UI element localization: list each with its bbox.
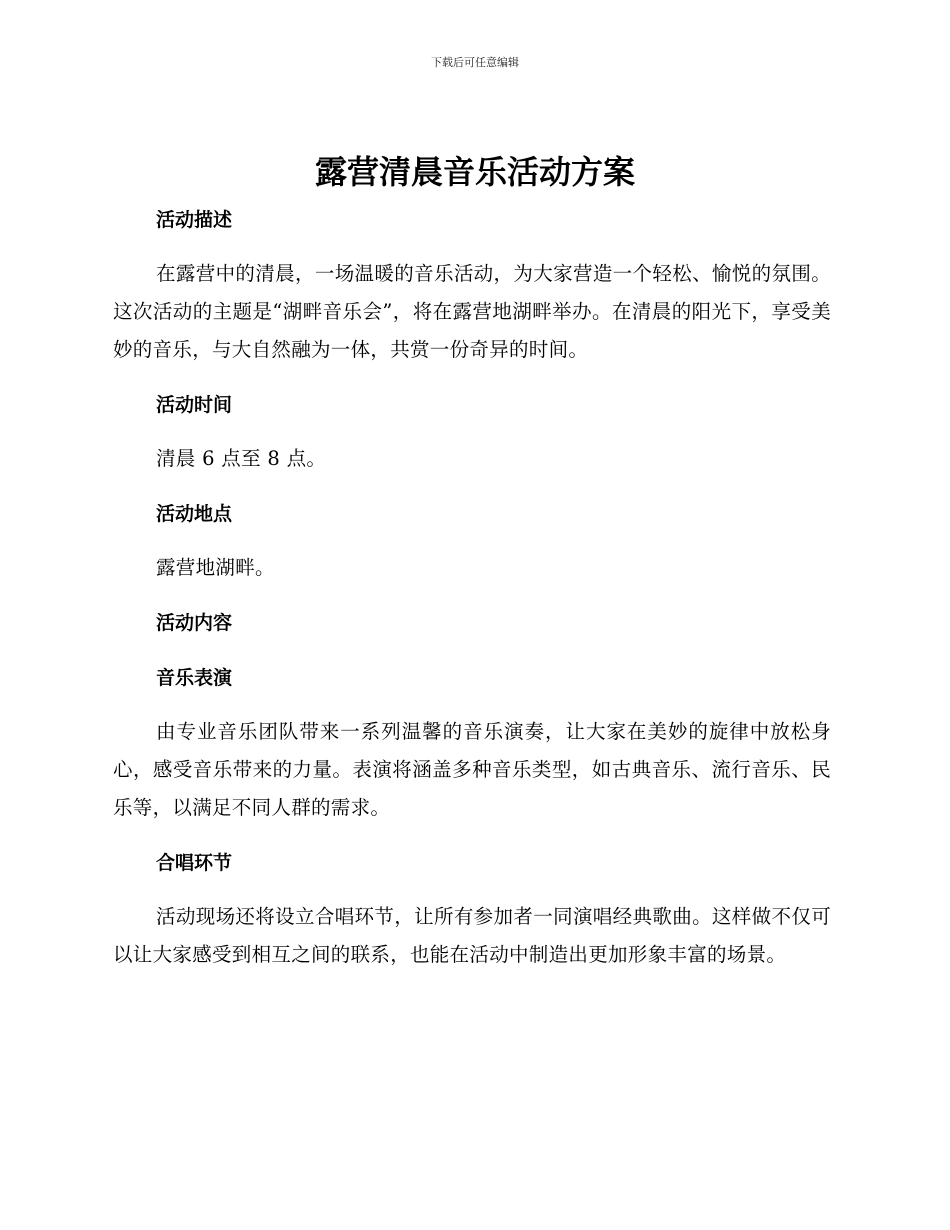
header-note: 下载后可任意编辑 <box>431 56 519 69</box>
paragraph-description: 在露营中的清晨，一场温暖的音乐活动，为大家营造一个轻松、愉悦的氛围。这次活动的主题是“湖畔音乐会”，将在露营地湖畔举办。在清晨的阳光下，享受美妙的音乐，与大自然融为一体，共赏一份奇异的时间。 <box>113 262 831 361</box>
heading-location: 活动地点 <box>156 503 233 525</box>
heading-content: 活动内容 <box>156 612 233 634</box>
heading-description: 活动描述 <box>156 209 233 231</box>
document-body <box>113 201 831 974</box>
paragraph-performance: 由专业音乐团队带来一系列温馨的音乐演奏，让大家在美妙的旋律中放松身心，感受音乐带来的力量。表演将涵盖多种音乐类型，如古典音乐、流行音乐、民乐等，以满足不同人群的需求。 <box>113 720 831 819</box>
heading-chorus: 合唱环节 <box>156 852 233 874</box>
paragraph-time: 清晨 6 点至 8 点。 <box>156 447 327 470</box>
document-title: 露营清晨音乐活动方案 <box>314 153 635 191</box>
paragraph-chorus: 活动现场还将设立合唱环节，让所有参加者一同演唱经典歌曲。这样做不仅可以让大家感受到相互之间的联系，也能在活动中制造出更加形象丰富的场景。 <box>113 905 831 966</box>
heading-time: 活动时间 <box>156 394 233 416</box>
heading-performance: 音乐表演 <box>156 667 233 689</box>
paragraph-location: 露营地湖畔。 <box>156 556 275 579</box>
